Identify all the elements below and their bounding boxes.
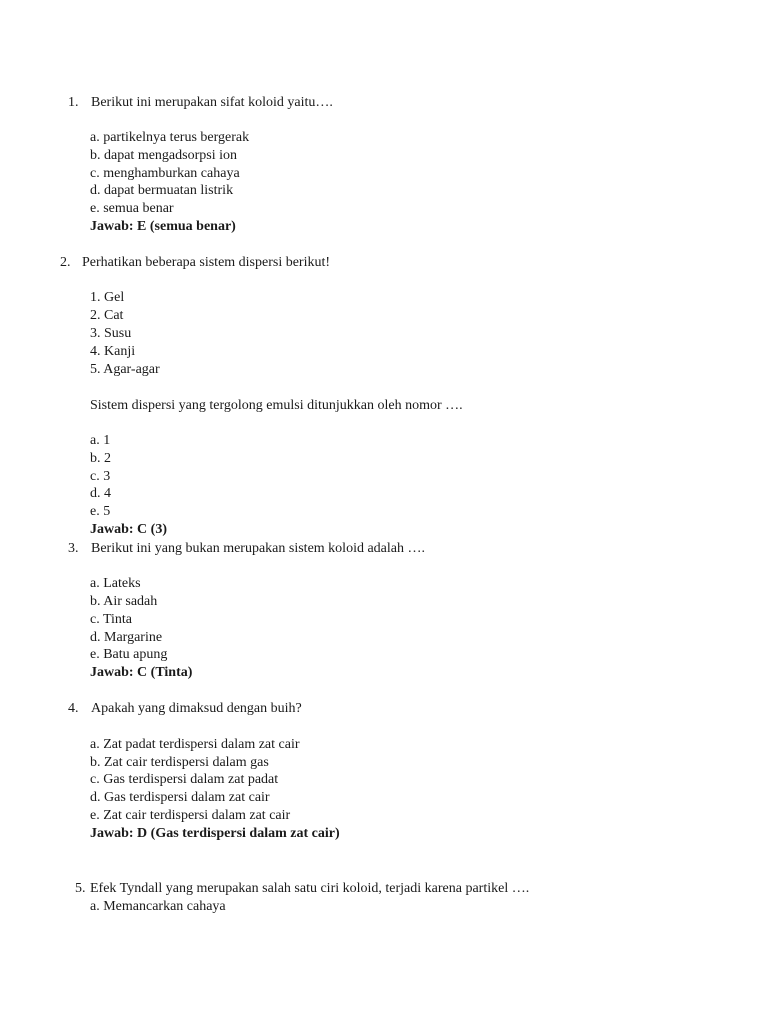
question-3-option-b: b. Air sadah <box>90 594 158 609</box>
question-2-item-1: 1. Gel <box>90 290 125 305</box>
question-1-option-e: e. semua benar <box>90 201 174 216</box>
question-2-item-2: 2. Cat <box>90 308 124 323</box>
question-2-number: 2. <box>60 255 71 270</box>
question-5-text: Efek Tyndall yang merupakan salah satu ciri koloid, terjadi karena partikel …. <box>90 881 530 896</box>
question-2-option-c: c. 3 <box>90 469 111 484</box>
question-4-option-d: d. Gas terdispersi dalam zat cair <box>90 790 270 805</box>
question-3-option-a: a. Lateks <box>90 576 141 591</box>
question-1-answer: Jawab: E (semua benar) <box>90 219 236 234</box>
question-2-item-3: 3. Susu <box>90 326 132 341</box>
question-2-option-e: e. 5 <box>90 504 111 519</box>
question-3-option-e: e. Batu apung <box>90 647 168 662</box>
question-4-answer: Jawab: D (Gas terdispersi dalam zat cair) <box>90 826 340 841</box>
question-1-option-c: c. menghamburkan cahaya <box>90 166 240 181</box>
question-2-item-4: 4. Kanji <box>90 344 136 359</box>
question-4-option-e: e. Zat cair terdispersi dalam zat cair <box>90 808 291 823</box>
question-3-text: Berikut ini yang bukan merupakan sistem koloid adalah …. <box>91 541 425 556</box>
question-5-option-a: a. Memancarkan cahaya <box>90 899 226 914</box>
question-4-number: 4. <box>68 701 79 716</box>
question-2-answer: Jawab: C (3) <box>90 522 167 537</box>
question-2-option-b: b. 2 <box>90 451 111 466</box>
question-2-text: Perhatikan beberapa sistem dispersi berikut! <box>82 255 331 270</box>
question-2-option-d: d. 4 <box>90 486 111 501</box>
question-1-option-d: d. dapat bermuatan listrik <box>90 183 234 198</box>
question-1-text: Berikut ini merupakan sifat koloid yaitu…. <box>91 95 333 110</box>
question-2-option-a: a. 1 <box>90 433 111 448</box>
question-5-number: 5. <box>75 881 86 896</box>
question-2-prompt: Sistem dispersi yang tergolong emulsi ditunjukkan oleh nomor …. <box>90 398 463 413</box>
question-1-option-b: b. dapat mengadsorpsi ion <box>90 148 237 163</box>
question-4-option-a: a. Zat padat terdispersi dalam zat cair <box>90 737 300 752</box>
question-4-option-c: c. Gas terdispersi dalam zat padat <box>90 772 279 787</box>
question-3-answer: Jawab: C (Tinta) <box>90 665 193 680</box>
question-2-item-5: 5. Agar-agar <box>90 362 160 377</box>
question-3-option-c: c. Tinta <box>90 612 133 627</box>
question-4-option-b: b. Zat cair terdispersi dalam gas <box>90 755 269 770</box>
question-3-number: 3. <box>68 541 79 556</box>
question-4-text: Apakah yang dimaksud dengan buih? <box>91 701 302 716</box>
question-3-option-d: d. Margarine <box>90 630 163 645</box>
question-1-option-a: a. partikelnya terus bergerak <box>90 130 250 145</box>
question-1-number: 1. <box>68 95 79 110</box>
